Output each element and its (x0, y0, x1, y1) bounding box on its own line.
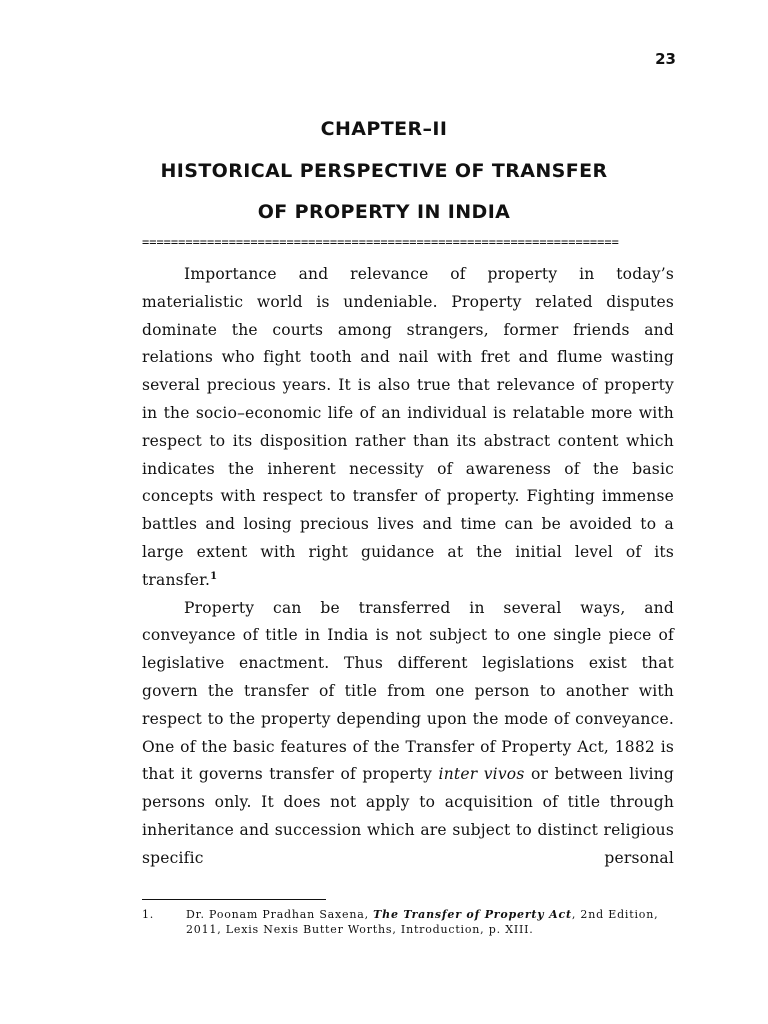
chapter-title-line-2: OF PROPERTY IN INDIA (257, 201, 511, 223)
chapter-heading: CHAPTER–II (320, 118, 448, 140)
body-text (142, 261, 674, 873)
paragraph-2-text-b: or between living persons only. It does not apply to acquisition of title through inheritance and succession which are subject to distinct religious specific personal (142, 765, 674, 867)
footnote (142, 907, 674, 937)
paragraph-2-text-a: Property can be transferred in several ways, and conveyance of title in India is not subject to one single piece of legislative enactment. Thus different legislations exist that govern the transfer of title from one person to another with respect to the property depending upon the mode of conveyance. One of the basic features of the Transfer of Property Act, 1882 is that it governs transfer of property (142, 598, 674, 784)
footnote-number: 1. (142, 908, 155, 921)
footnote-book-title: The Transfer of Property Act (373, 908, 572, 921)
paragraph-1 (142, 261, 674, 595)
chapter-title-line-1: HISTORICAL PERSPECTIVE OF TRANSFER (160, 160, 608, 182)
page-number: 23 (655, 50, 676, 68)
paragraph-1-text: Importance and relevance of property in today’s materialistic world is undeniable. Property related disputes dominate the courts among strangers, former friends and relations who fight tooth and nail with fret and flume wasting several precious years. It is also true that relevance of property in the socio–economic life of an individual is relatable more with respect to its disposition rather than its abstract content which indicates the inherent necessity of awareness of the basic concepts with respect to transfer of property. Fighting immense battles and losing precious lives and time can be avoided to a large extent with right guidance at the initial level of its transfer. (142, 265, 674, 589)
footnote-reference: 1 (210, 570, 218, 582)
footnote-divider (142, 899, 326, 900)
paragraph-2-italic: inter vivos (438, 765, 525, 784)
footnote-suffix: , 2nd Edition, 2011, Lexis Nexis Butter Worths, Introduction, p. XIII. (186, 908, 659, 936)
footnote-prefix: Dr. Poonam Pradhan Saxena, (186, 908, 369, 921)
footnote-text (186, 907, 674, 937)
paragraph-2 (142, 595, 674, 873)
separator-line: ================================================================== (142, 235, 619, 249)
